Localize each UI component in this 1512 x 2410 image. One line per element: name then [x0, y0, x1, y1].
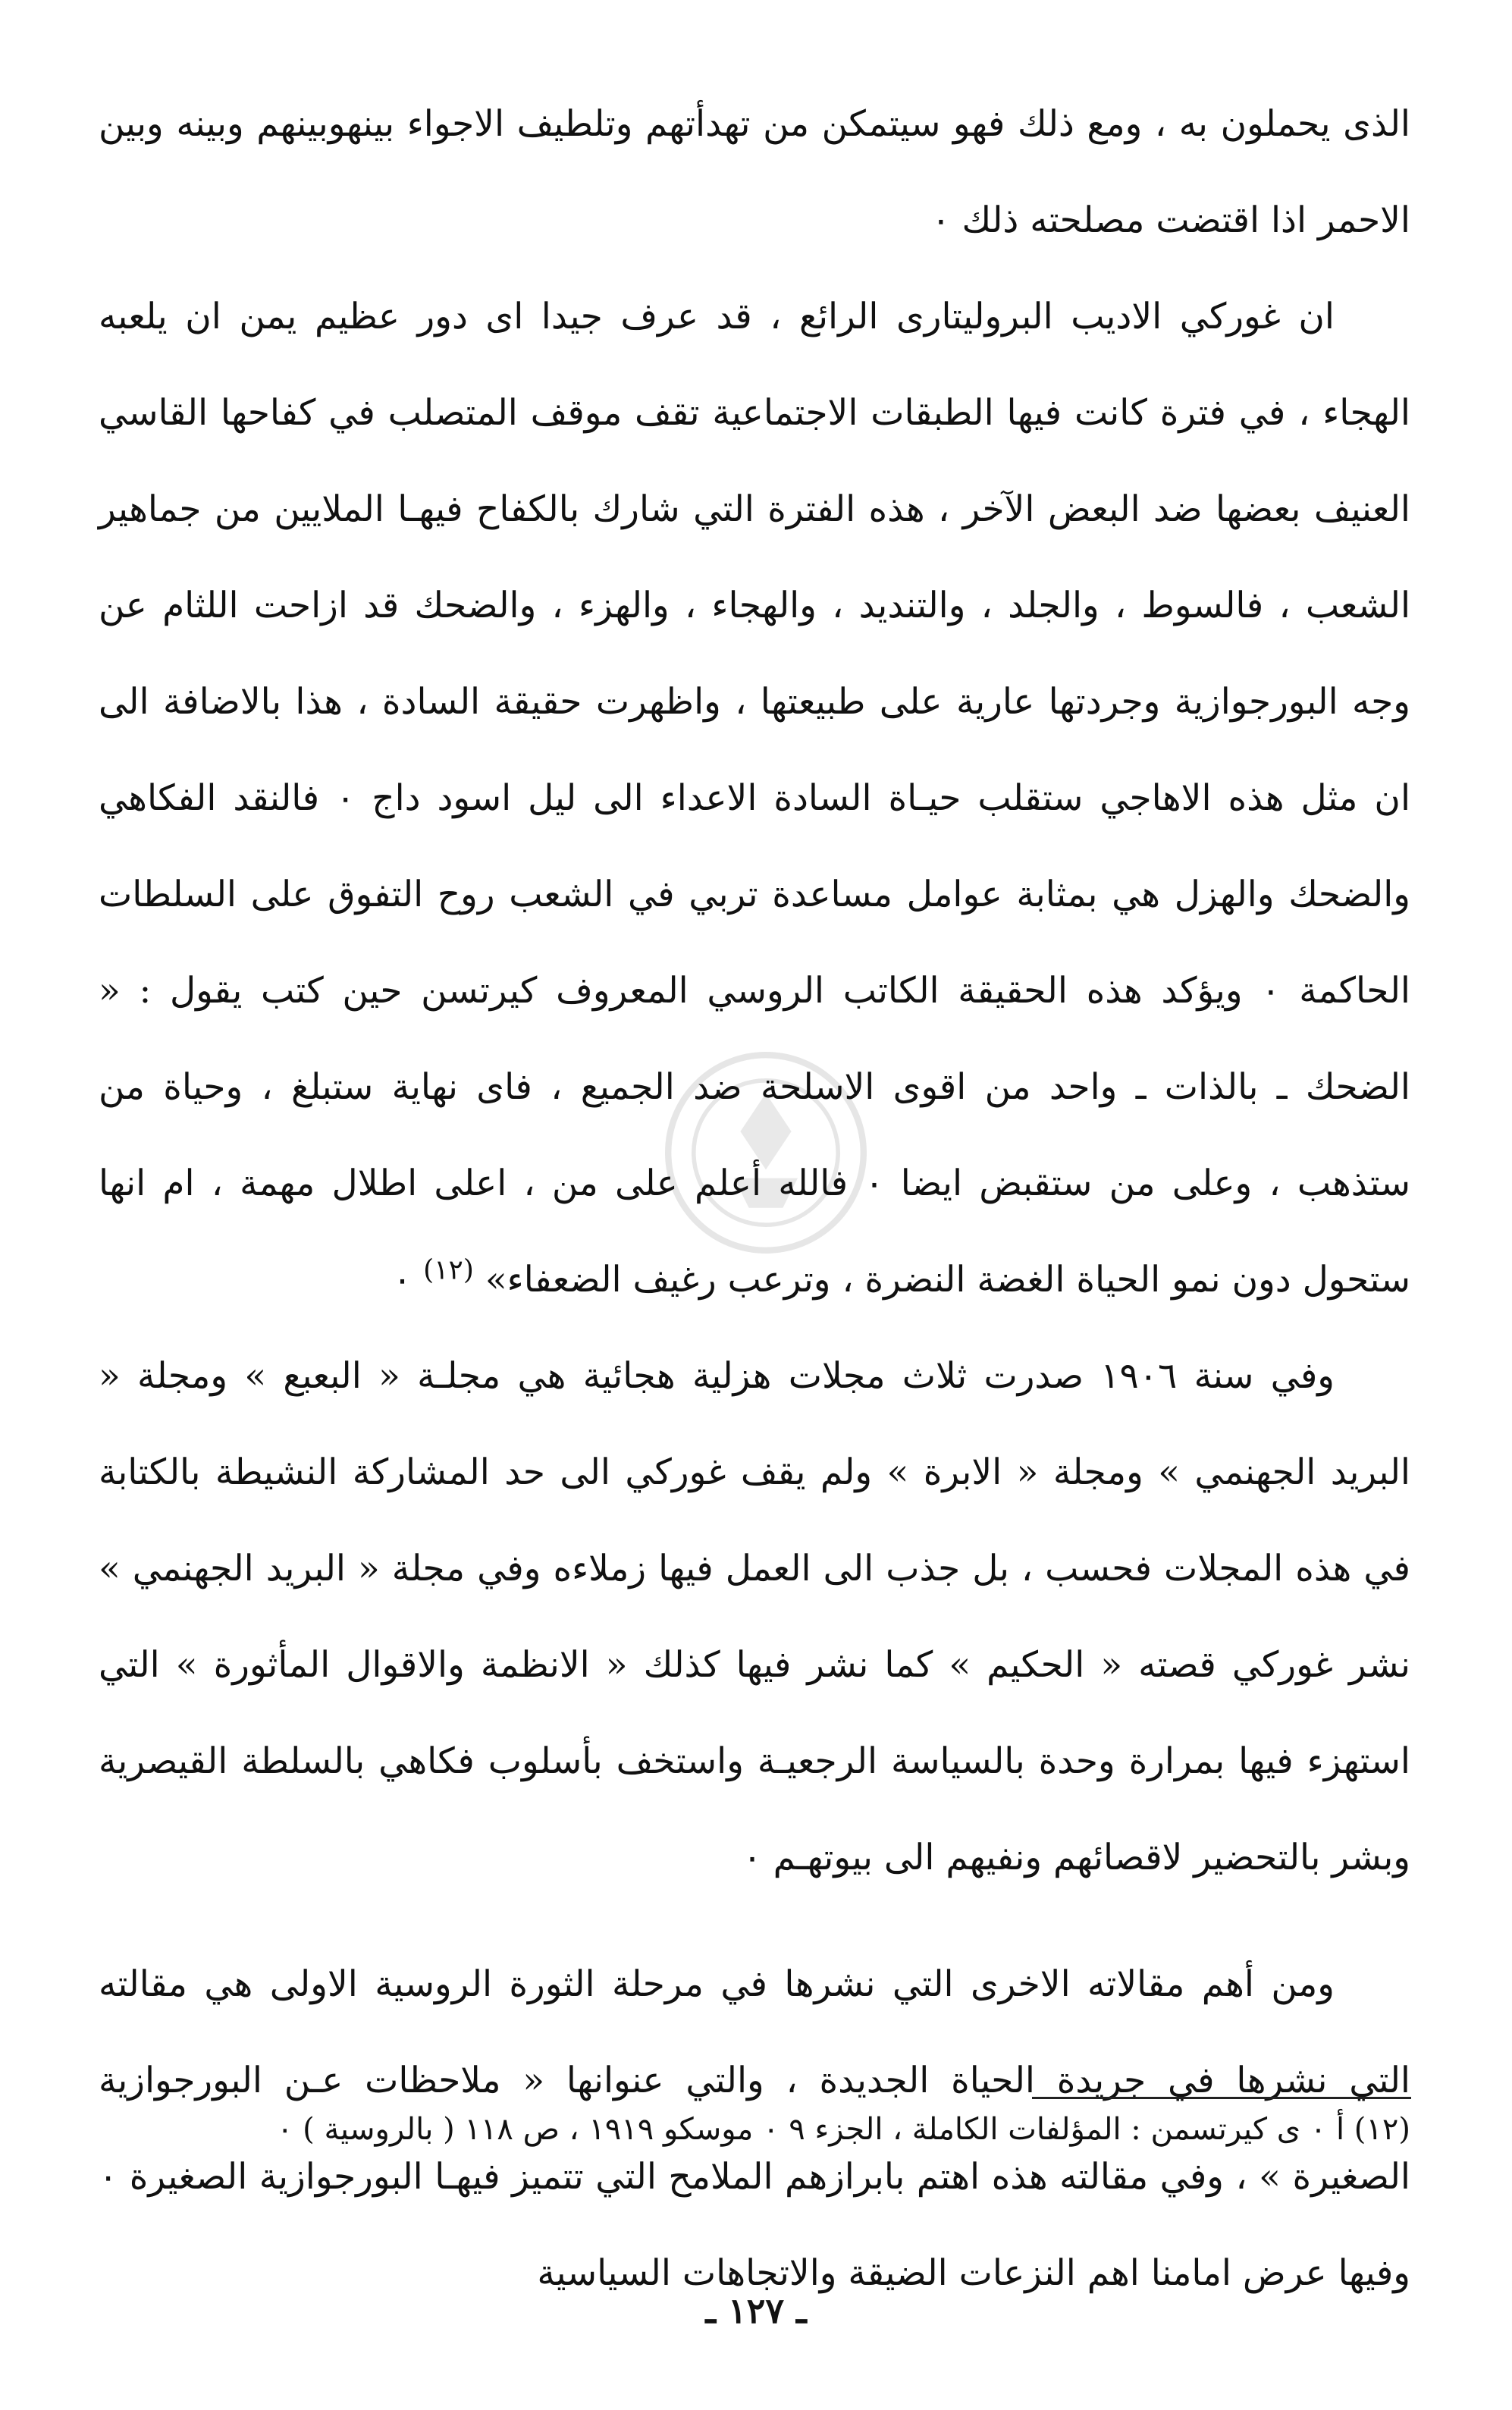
- paragraph-4: ومن أهم مقالاته الاخرى التي نشرها في مرحلة الثورة الروسية الاولى هي مقالته التي نشرها في جريدة الحياة الجديدة ، والتي عنوانها « ملاحظات عـن البورجوازية الصغيرة » ، وفي مقالته هذه اهتم بابرازهم الملامح التي تتميز فيهـا البورجوازية الصغيرة ٠ وفيها عرض امامنا اهم النزعات الضيقة والاتجاهات السياسية: [99, 1963, 1410, 2294]
- footnote-reference: (١٢): [423, 1254, 474, 1286]
- page-number: ـ ١٢٧ ـ: [705, 2290, 807, 2331]
- paragraph-2-text: ان غوركي الاديب البروليتارى الرائع ، قد عرف جيدا اى دور عظيم يمن ان يلعبه الهجاء ، في فترة كانت فيها الطبقات الاجتماعية تقف موقف المتصلب في كفاحها القاسي العنيف بعضها ضد البعض الآخر ، هذه الفترة التي شارك بالكفاح فيهـا الملايين من جماهير الشعب ، فالسوط ، والجلد ، والتنديد ، والهجاء ، والهزء ، والضحك قد ازاحت اللثام عن وجه البورجوازية وجردتها عارية على طبيعتها ، واظهرت حقيقة السادة ، هذا بالاضافة الى ان مثل هذه الاهاجي ستقلب حيـاة السادة الاعداء الى ليل اسود داج ٠ فالنقد الفكاهي والضحك والهزل هي بمثابة عوامل مساعدة تربي في الشعب روح التفوق على السلطات الحاكمة ٠ ويؤكد هذه الحقيقة الكاتب الروسي المعروف كيرتسن حين كتب يقول : « الضحك ـ بالذات ـ واحد من اقوى الاسلحة ضد الجميع ، فاى نهاية ستبلغ ، وحياة من ستذهب ، وعلى من ستقبض ايضا ٠ فالله أعلم على من ، اعلى اطلال مهمة ، ام انها ستحول دون نمو الحياة الغضة النضرة ، وترعب رغيف الضعفاء»: [99, 296, 1411, 1301]
- page-body: [99, 76, 1410, 2321]
- paragraph-1: الذى يحملون به ، ومع ذلك فهو سيتمكن من تهدأتهم وتلطيف الاجواء بينهوبينهم وبينه وبين الاحمر اذا اقتضت مصلحته ذلك ٠: [99, 103, 1410, 241]
- footnote-rule: [1032, 2097, 1411, 2099]
- paragraph-2-tail: ٠: [392, 1259, 424, 1301]
- paragraph-3: وفي سنة ١٩٠٦ صدرت ثلاث مجلات هزلية هجائية هي مجلـة « البعبع » ومجلة « البريد الجهنمي » ومجلة « الابرة » ولم يقف غوركي الى حد المشاركة النشيطة بالكتابة في هذه المجلات فحسب ، بل جذب الى العمل فيها زملاءه وفي مجلة « البريد الجهنمي » نشر غوركي قصته « الحكيم » كما نشر فيها كذلك « الانظمة والاقوال المأثورة » التي استهزء فيها بمرارة وحدة بالسياسة الرجعيـة واستخف بأسلوب فكاهي بالسلطة القيصرية وبشر بالتحضير لاقصائهم ونفيهم الى بيوتهـم ٠: [99, 1355, 1410, 1878]
- paragraph-2: [99, 268, 1410, 1328]
- footnote: (١٢) أ ٠ ى كيرتسمن : المؤلفات الكاملة ، الجزء ٩ ٠ موسكو ١٩١٩ ، ص ١١٨ ( بالروسية ) ٠: [276, 2112, 1410, 2147]
